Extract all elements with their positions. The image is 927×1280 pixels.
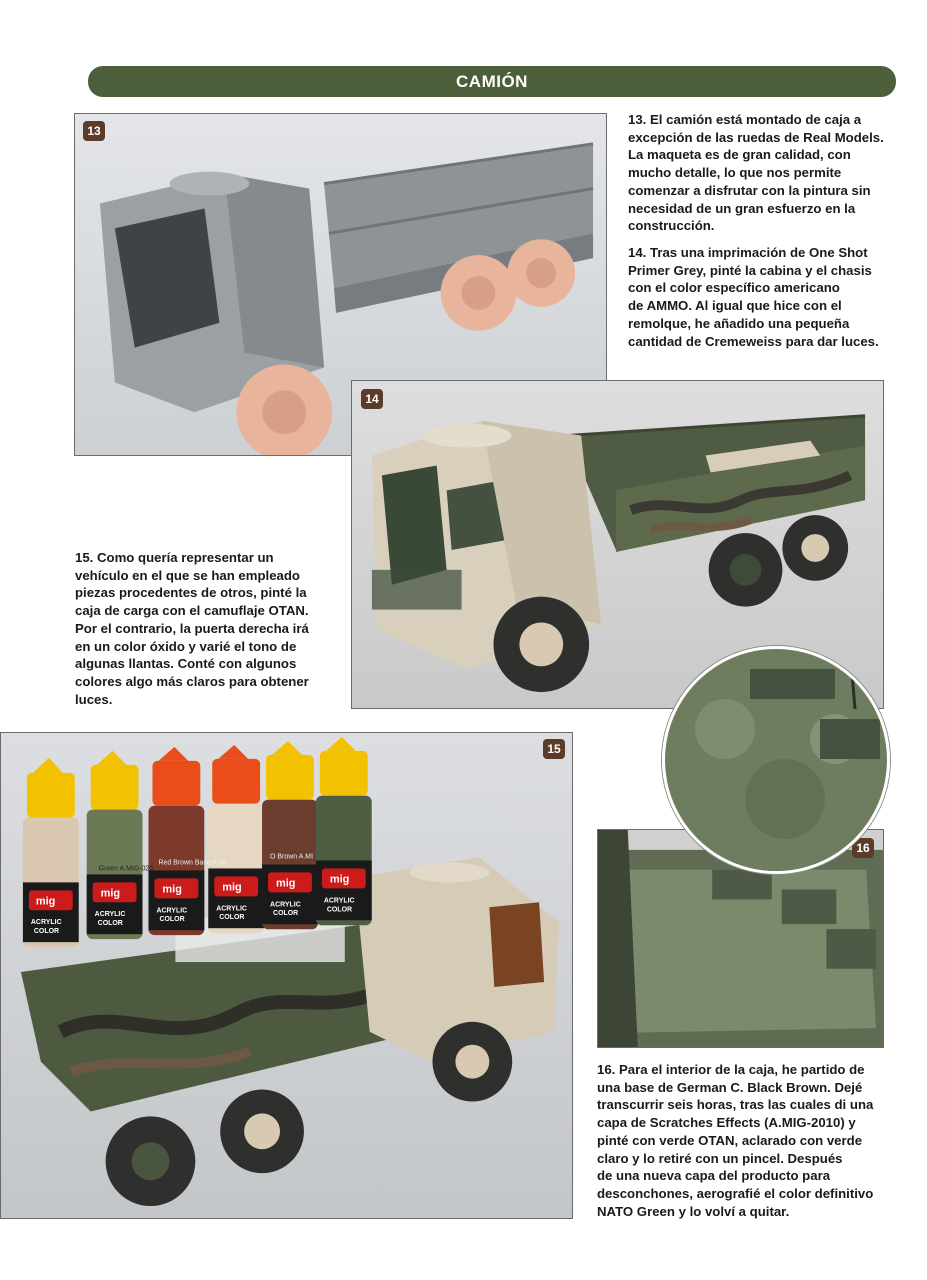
paragraph-14-line: con el color específico americano — [628, 280, 840, 296]
paragraph-13-line: La maqueta es de gran calidad, con — [628, 147, 851, 163]
paragraph-15-line: piezas procedentes de otros, pinté la — [75, 585, 307, 601]
bottle-brand-text: mig — [100, 887, 121, 900]
photo-15-badge: 15 — [543, 739, 565, 759]
bottle-line-text: ACRYLIC — [216, 905, 247, 913]
bottle-line-text: ACRYLIC — [323, 897, 355, 905]
paragraph-14-line: de AMMO. Al igual que hice con el — [628, 298, 842, 314]
paragraph-14-line: remolque, he añadido una pequeña — [628, 315, 850, 331]
bottle-line-text: ACRYLIC — [270, 901, 301, 909]
paragraph-15-line: 15. Como quería representar un — [75, 550, 274, 565]
bottle-brand-text: mig — [35, 895, 56, 908]
bottle-line-text: COLOR — [326, 906, 353, 914]
paragraph-13-line: construcción. — [628, 218, 715, 234]
photo-13-badge: 13 — [83, 121, 105, 141]
paragraph-15 — [75, 549, 345, 708]
paragraph-15-line: luces. — [75, 691, 113, 707]
bottle-brand-text: mig — [329, 873, 350, 886]
paragraph-14-line: Primer Grey, pinté la cabina y el chasis — [628, 262, 872, 278]
bottle-line-text: COLOR — [219, 914, 245, 922]
bottle-line-text: COLOR — [159, 916, 185, 924]
bottle-line-text: COLOR — [97, 920, 123, 928]
paragraph-14-line: cantidad de Cremeweiss para dar luces. — [628, 333, 879, 349]
paragraph-13-line: mucho detalle, lo que nos permite — [628, 165, 842, 181]
paragraph-15-line: vehículo en el que se han empleado — [75, 567, 300, 583]
photo-15-paints-and-truck — [0, 732, 573, 1219]
paragraph-15-line: en un color óxido y varié el tono de — [75, 638, 297, 654]
paragraph-15-line: algunas llantas. Conté con algunos — [75, 656, 297, 672]
bottle-line-text: ACRYLIC — [30, 919, 62, 927]
closeup-illustration — [665, 649, 887, 871]
bottle-brand-text: mig — [162, 883, 182, 896]
paragraph-13-line: necesidad de un gran esfuerzo en la — [628, 200, 856, 216]
bottle-line-text: COLOR — [273, 910, 299, 918]
paragraph-16-line: capa de Scratches Effects (A.MIG-2010) y — [597, 1115, 856, 1131]
detail-closeup-circle — [662, 646, 890, 874]
paragraph-13-line: excepción de las ruedas de Real Models. — [628, 129, 884, 145]
photo-16-badge: 16 — [852, 838, 874, 858]
paragraph-16-line: desconchones, aerografié el color definitivo — [597, 1185, 874, 1201]
paragraph-16-line: de una nueva capa del producto para — [597, 1168, 831, 1184]
paragraph-16 — [597, 1061, 897, 1220]
bottle-line-text: ACRYLIC — [94, 911, 126, 919]
bottle-label-text: Green A.MIG-023 — [98, 865, 154, 873]
paragraph-16-line: transcurrir seis horas, tras las cuales di una — [597, 1097, 874, 1113]
bottle-brand-text: mig — [222, 881, 242, 894]
paragraph-13-line: comenzar a disfrutar con la pintura sin — [628, 182, 871, 198]
paragraph-15-line: colores algo más claros para obtener — [75, 673, 309, 689]
photo-15-illustration — [1, 733, 572, 1218]
paragraph-16-line: 16. Para el interior de la caja, he partido de — [597, 1062, 865, 1077]
paragraph-16-line: una base de German C. Black Brown. Dejé — [597, 1079, 863, 1095]
paragraph-14-line: 14. Tras una imprimación de One Shot — [628, 245, 868, 260]
paragraph-13-line: 13. El camión está montado de caja a — [628, 112, 862, 127]
paragraph-15-line: Por el contrario, la puerta derecha irá — [75, 620, 309, 636]
bottle-line-text: COLOR — [33, 928, 60, 936]
paragraph-15-line: caja de carga con el camuflaje OTAN. — [75, 603, 309, 619]
bottle-label-text: O Brown A.MI — [270, 853, 314, 861]
bottle-brand-text: mig — [276, 877, 296, 890]
bottle-line-text: ACRYLIC — [156, 907, 188, 915]
photo-14-badge: 14 — [361, 389, 383, 409]
paragraph-13 — [628, 111, 898, 235]
section-header-bar — [88, 66, 896, 97]
bottle-label-text: Red Brown Base A.MI — [158, 859, 227, 867]
paragraph-14 — [628, 244, 898, 350]
section-title: CAMIÓN — [456, 71, 528, 91]
paragraph-16-line: pinté con verde OTAN, aclarado con verde — [597, 1132, 863, 1148]
paragraph-16-line: claro y lo retiré con un pincel. Después — [597, 1150, 843, 1166]
paragraph-16-line: NATO Green y lo volví a quitar. — [597, 1203, 790, 1219]
